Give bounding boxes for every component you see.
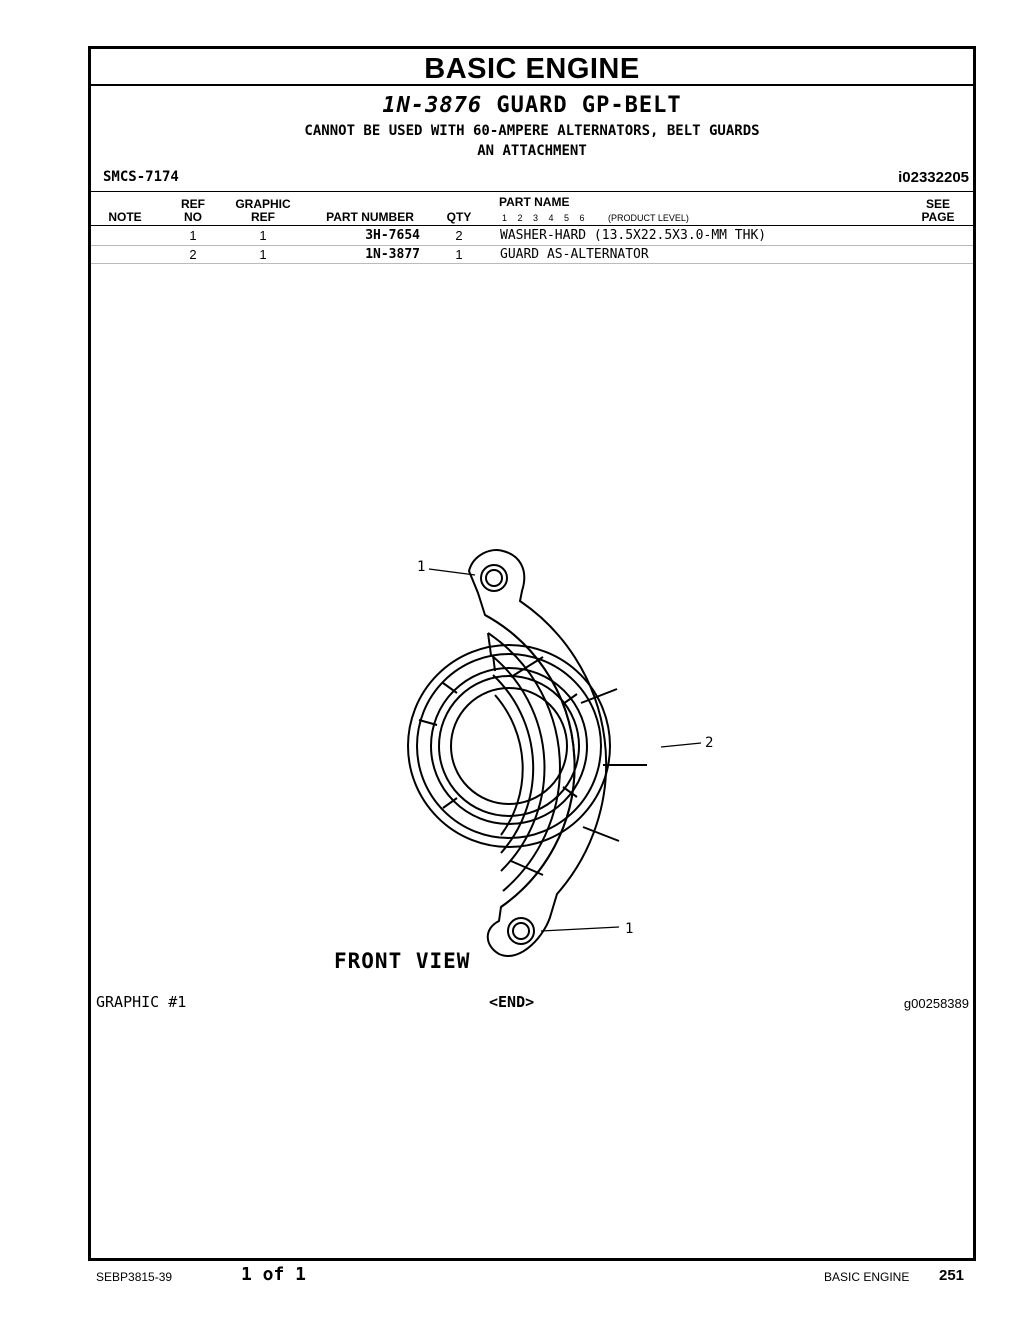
- header-qty: QTY: [446, 210, 472, 224]
- header-part-name: PART NAME: [499, 195, 570, 209]
- header-product-levels: 1 2 3 4 5 6: [502, 213, 585, 223]
- header-see-page-top: SEE: [925, 197, 950, 211]
- guard-arc: [493, 675, 533, 853]
- row-graphic-ref: 1: [259, 247, 267, 262]
- section-title: BASIC ENGINE: [424, 53, 640, 85]
- row-qty: 2: [455, 228, 463, 243]
- header-product-level-label: (PRODUCT LEVEL): [608, 213, 689, 223]
- washer-bottom-hole: [513, 923, 529, 939]
- washer-bottom: [508, 918, 534, 944]
- guard-drawing: [91, 49, 973, 1258]
- guard-arc: [495, 695, 523, 835]
- row-part-number: 3H-7654: [365, 228, 420, 243]
- ring-spoke: [443, 683, 457, 693]
- header-note: NOTE: [108, 210, 142, 224]
- center-bore: [451, 688, 567, 804]
- row-ref-no: 2: [189, 247, 197, 262]
- group-note-line-2: AN ATTACHMENT: [477, 143, 587, 159]
- callout-leader: [541, 927, 619, 931]
- group-note-line-1: CANNOT BE USED WITH 60-AMPERE ALTERNATORS, BELT GUARDS: [304, 123, 760, 139]
- view-label: FRONT VIEW: [334, 949, 471, 973]
- callout-leader: [661, 743, 701, 747]
- header-graphic-ref-top: GRAPHIC: [235, 197, 291, 211]
- row-ref-no: 1: [189, 228, 197, 243]
- header-part-number: PART NUMBER: [326, 210, 414, 224]
- callout-label: 2: [705, 735, 714, 751]
- guard-rib: [511, 861, 543, 875]
- graphic-caption: GRAPHIC #1: [96, 993, 187, 1011]
- header-ref-no-bottom: NO: [184, 210, 202, 224]
- header-graphic-ref-bottom: REF: [251, 210, 275, 224]
- group-name: GUARD GP-BELT: [496, 93, 682, 118]
- header-see-page-bottom: PAGE: [921, 210, 955, 224]
- group-part-number: 1N-3876: [382, 93, 483, 118]
- washer-top-hole: [486, 570, 502, 586]
- washer-top: [481, 565, 507, 591]
- smcs-code: SMCS-7174: [103, 169, 179, 185]
- footer-page-number: 251: [939, 1267, 965, 1284]
- guard-rib: [583, 827, 619, 841]
- row-part-name: GUARD AS-ALTERNATOR: [500, 247, 649, 262]
- footer-page-of: 1 of 1: [241, 1264, 307, 1285]
- guard-outline: [469, 550, 606, 956]
- guard-rib: [488, 633, 491, 655]
- guard-arc: [488, 633, 560, 891]
- row-qty: 1: [455, 247, 463, 262]
- end-marker: <END>: [489, 993, 535, 1011]
- guard-arc: [491, 655, 544, 871]
- row-part-name: WASHER-HARD (13.5X22.5X3.0-MM THK): [500, 228, 767, 243]
- callout-label: 1: [625, 921, 634, 937]
- graphic-id: g00258389: [903, 996, 969, 1011]
- row-graphic-ref: 1: [259, 228, 267, 243]
- callout-label: 1: [417, 559, 426, 575]
- header-ref-no-top: REF: [181, 197, 205, 211]
- row-part-number: 1N-3877: [365, 247, 420, 262]
- illustration-id: i02332205: [898, 169, 969, 186]
- footer-doc-number: SEBP3815-39: [96, 1270, 173, 1284]
- callout-leader: [429, 569, 475, 575]
- footer-section: BASIC ENGINE: [824, 1270, 910, 1284]
- page-frame: [88, 46, 976, 1261]
